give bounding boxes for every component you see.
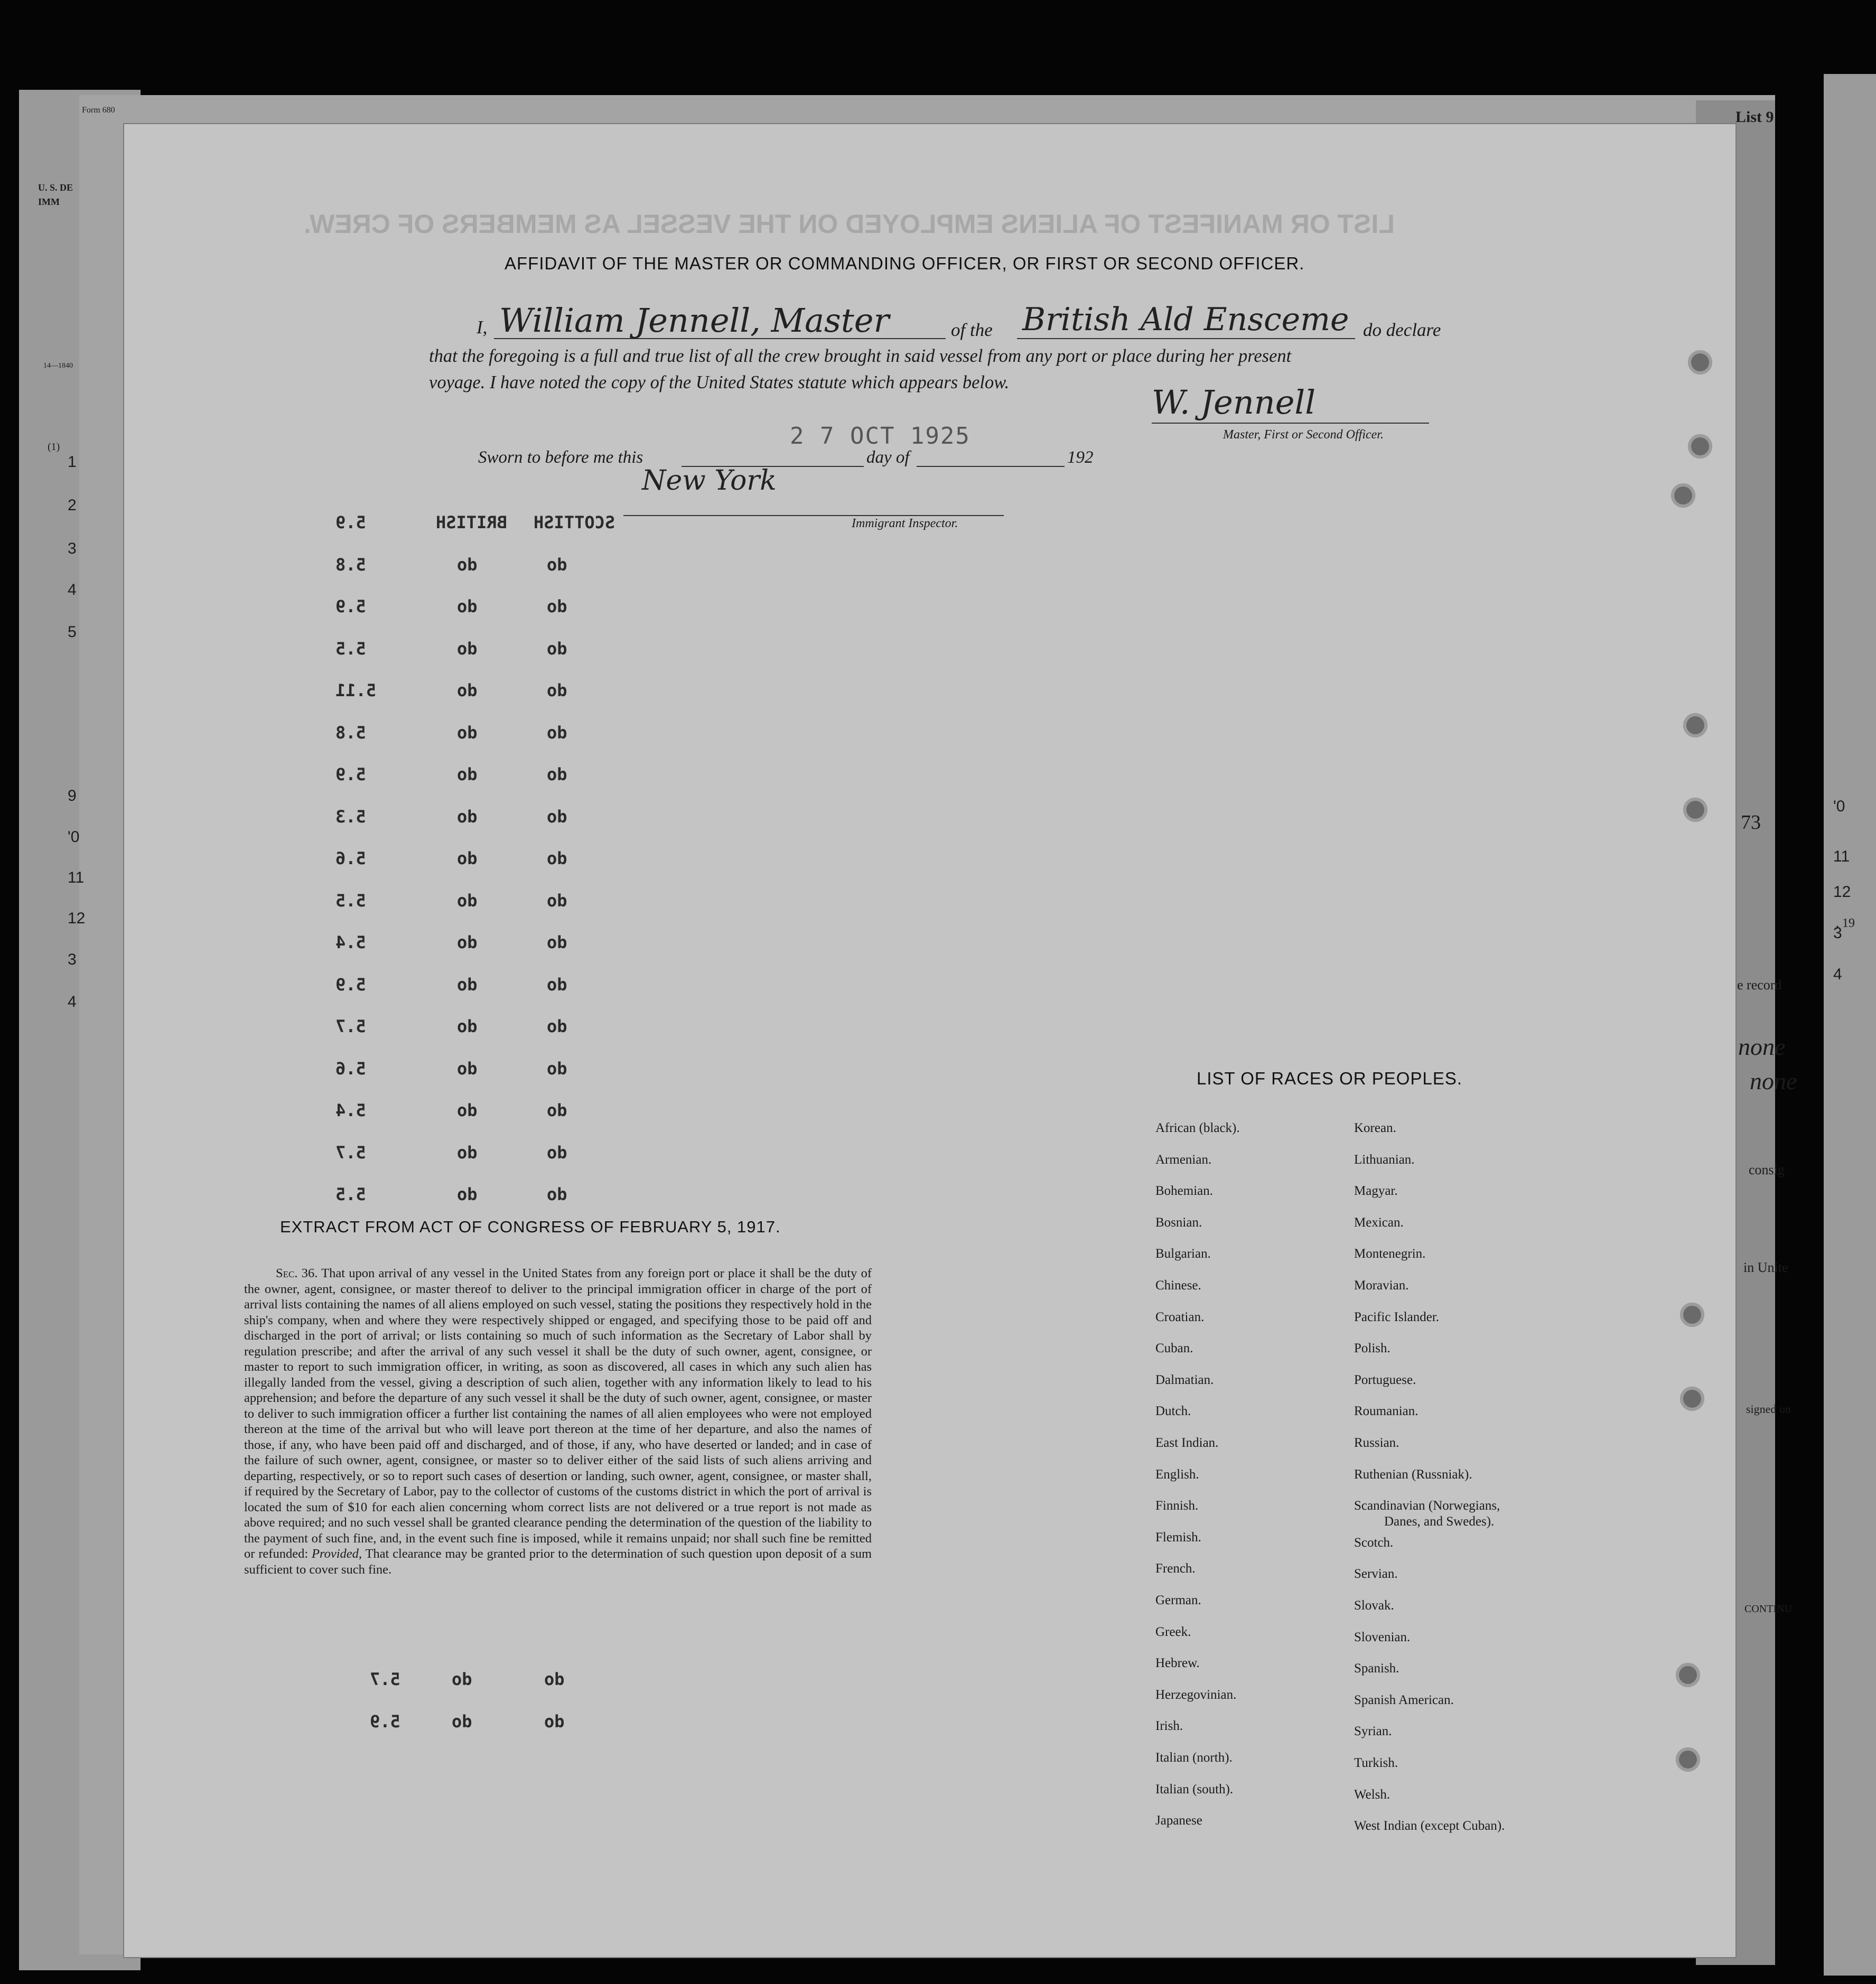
- right-edge-fragment: none: [1750, 1068, 1797, 1094]
- crew-race-cell: do: [457, 1143, 478, 1163]
- crew-height-cell: 5.5: [335, 639, 366, 659]
- crew-height-cell: 5.5: [335, 1184, 366, 1204]
- race-item: Slovak.: [1354, 1598, 1394, 1613]
- signature-line: [1152, 423, 1429, 424]
- race-item: Bosnian.: [1155, 1215, 1202, 1230]
- race-item: Croatian.: [1155, 1310, 1205, 1324]
- left-row-number: 2: [68, 497, 77, 514]
- race-item: Flemish.: [1155, 1530, 1201, 1545]
- crew-height-cell: 5.6: [335, 1059, 366, 1079]
- crew-people-cell: do: [547, 555, 567, 575]
- race-item: Portuguese.: [1354, 1373, 1416, 1387]
- race-item: Japanese: [1155, 1813, 1202, 1828]
- crew-people-cell: do: [544, 1711, 565, 1732]
- right-edge-fragment: in Unite: [1743, 1260, 1788, 1275]
- race-item: Lithuanian.: [1354, 1153, 1415, 1167]
- left-row-number: 9: [68, 787, 77, 804]
- crew-race-cell: do: [457, 1059, 478, 1079]
- extract-text: That upon arrival of any vessel in the United States from any foreign port or place it shall be the duty of the owner, agent, consignee, or master thereof to deliver to the principal immigration officer in charge of the port of arrival lists containing the names of all aliens employed on such vessel, stating the positions they respectively hold in the ship's company, when and where they were respectively shipped or engaged, and specifying those to be paid off and discharged in the port of arrival; or lists containing so much of such information as the Secretary of Labor shall by regulation prescribe; and after the arrival of any such vessel it shall be the duty of such owner, agent, consignee, or master to report to such immigration officer, in writing, as soon as discovered, all cases in which any such alien has illegally landed from the vessel, giving a description of such alien, together with any information likely to lead to his apprehension; and before the departure of any such vessel it shall be the duty of such owner, agent, consignee, or master to deliver to such immigration officer a further list containing the names of all alien employees who were not employed thereon at the time of the arrival but who will leave port thereon at the time of her departure, and also the names of those, if any, who have been paid off and discharged, and of those, if any, who have deserted or landed; and in case of the failure of such owner, agent, consignee, or master so to deliver either of the said lists of such aliens arriving and departing, respectively, or so to report such cases of desertion or landing, such owner, agent, consignee, or master shall, if required by the Secretary of Labor, pay to the collector of customs of the customs district in which the port of arrival is located the sum of $10 for each alien concerning whom correct lists are not delivered or a true report is not made as above required; and no such vessel shall be granted clearance pending the determination of the question of the liability to the payment of such fine, and, in the event such fine is imposed, while it remains unpaid; nor shall such fine be remitted or refunded:: [244, 1266, 872, 1561]
- left-row-number: 3: [68, 540, 77, 557]
- right-row-number: '0: [1833, 798, 1845, 815]
- race-item: Turkish.: [1354, 1756, 1398, 1770]
- crew-height-cell: 5.8: [335, 723, 366, 743]
- crew-race-cell: do: [457, 764, 478, 784]
- race-item: Spanish American.: [1354, 1693, 1454, 1707]
- right-edge-fragment: e record: [1737, 977, 1782, 993]
- races-title: LIST OF RACES OR PEOPLES.: [1197, 1069, 1463, 1088]
- crew-race-cell: do: [457, 596, 478, 616]
- form-number: Form 680: [82, 106, 115, 115]
- crew-people-cell: do: [544, 1669, 565, 1689]
- race-item: French.: [1155, 1561, 1196, 1576]
- race-item: Moravian.: [1354, 1278, 1409, 1293]
- race-item: Cuban.: [1155, 1341, 1193, 1355]
- far-right-sheet: [1824, 74, 1876, 1976]
- race-item: Magyar.: [1354, 1184, 1398, 1198]
- right-edge-fragment: consig: [1749, 1162, 1785, 1177]
- crew-height-cell: 5.9: [335, 512, 366, 532]
- race-item: Finnish.: [1155, 1499, 1199, 1513]
- sworn-text: Sworn to before me this: [478, 448, 643, 467]
- master-name: William Jennell, Master: [499, 301, 890, 340]
- punch-hole: [1683, 713, 1707, 737]
- race-item: Polish.: [1354, 1341, 1390, 1355]
- race-item: Roumanian.: [1354, 1404, 1418, 1418]
- race-item: Bohemian.: [1155, 1184, 1214, 1198]
- right-edge-fragment: none: [1738, 1033, 1786, 1060]
- list-mark: List 9: [1735, 108, 1774, 126]
- crew-race-cell: do: [457, 555, 478, 575]
- year-text: 192: [1067, 448, 1094, 467]
- crew-people-cell: do: [547, 764, 567, 784]
- crew-race-cell: do: [457, 891, 478, 911]
- inspector-line: [623, 515, 1004, 516]
- crew-race-cell: BRITISH: [436, 512, 507, 532]
- crew-race-cell: do: [457, 639, 478, 659]
- crew-race-cell: do: [457, 680, 478, 700]
- race-item: Dalmatian.: [1155, 1373, 1214, 1387]
- right-edge-fragment: CONTINU: [1744, 1603, 1792, 1615]
- race-item: Syrian.: [1354, 1724, 1392, 1738]
- crew-height-cell: 5.7: [335, 1143, 366, 1163]
- left-header-line-2: IMM: [38, 196, 60, 207]
- crew-people-cell: SCOTTISH: [534, 512, 615, 532]
- punch-hole: [1688, 434, 1712, 458]
- race-item: Scotch.: [1354, 1536, 1394, 1550]
- race-item: Armenian.: [1155, 1153, 1212, 1167]
- race-item: Montenegrin.: [1354, 1247, 1426, 1261]
- crew-height-cell: 5.11: [335, 680, 377, 700]
- race-item: Mexican.: [1354, 1215, 1404, 1230]
- affidavit-title: AFFIDAVIT OF THE MASTER OR COMMANDING OFFICER, OR FIRST OR SECOND OFFICER.: [505, 254, 1305, 273]
- crew-race-cell: do: [457, 848, 478, 868]
- right-edge-fragment: , 19: [1836, 916, 1855, 930]
- ghost-back-heading: LIST OR MANIFEST OF ALIENS EMPLOYED ON THE VESSEL AS MEMBERS OF CREW.: [304, 209, 1395, 239]
- extract-body: [244, 1266, 872, 1577]
- race-item: East Indian.: [1155, 1436, 1219, 1450]
- right-edge-fragment: 73: [1741, 811, 1761, 834]
- vessel-name: British Ald Ensceme: [1022, 301, 1349, 338]
- crew-height-cell: 5.6: [335, 848, 366, 868]
- crew-people-cell: do: [547, 848, 567, 868]
- master-signature: W. Jennell: [1152, 383, 1316, 422]
- race-item: Russian.: [1354, 1436, 1399, 1450]
- left-form-code: 14—1840: [43, 362, 73, 370]
- race-item: Greek.: [1155, 1625, 1191, 1639]
- race-item: Servian.: [1354, 1567, 1398, 1581]
- extract-title: EXTRACT FROM ACT OF CONGRESS OF FEBRUARY 5, 1917.: [280, 1218, 781, 1236]
- of-the-text: of the: [951, 320, 993, 340]
- prefix-i: I,: [477, 317, 488, 338]
- punch-hole: [1680, 1387, 1704, 1411]
- crew-race-cell: do: [457, 1016, 478, 1036]
- crew-height-cell: 5.5: [335, 891, 366, 911]
- race-item: German.: [1155, 1593, 1201, 1607]
- do-declare-text: do declare: [1363, 320, 1441, 340]
- vessel-name-line: [1017, 338, 1355, 339]
- crew-race-cell: do: [452, 1711, 472, 1732]
- race-item: Welsh.: [1354, 1788, 1390, 1802]
- crew-people-cell: do: [547, 680, 567, 700]
- crew-people-cell: do: [547, 807, 567, 827]
- crew-height-cell: 5.4: [335, 1100, 366, 1120]
- left-row-number: 4: [68, 993, 77, 1010]
- crew-people-cell: do: [547, 596, 567, 616]
- proviso-label: Provided,: [312, 1547, 362, 1561]
- affidavit-line-2: that the foregoing is a full and true list of all the crew brought in said vessel from any port or place during her present: [429, 346, 1292, 366]
- right-edge-fragment: signed on: [1746, 1402, 1791, 1416]
- race-item: English.: [1155, 1467, 1199, 1482]
- signature-caption: Master, First or Second Officer.: [1223, 428, 1384, 442]
- crew-people-cell: do: [547, 723, 567, 743]
- left-row-number: 4: [68, 581, 77, 598]
- punch-hole: [1676, 1663, 1700, 1687]
- race-item: Korean.: [1354, 1121, 1396, 1135]
- race-item: Ruthenian (Russniak).: [1354, 1467, 1472, 1482]
- crew-race-cell: do: [457, 975, 478, 995]
- left-col-label: (1): [48, 441, 60, 453]
- crew-people-cell: do: [547, 1059, 567, 1079]
- crew-height-cell: 5.9: [335, 596, 366, 616]
- crew-height-cell: 5.9: [335, 975, 366, 995]
- crew-people-cell: do: [547, 932, 567, 952]
- race-item: Herzegovinian.: [1155, 1688, 1237, 1702]
- crew-people-cell: do: [547, 639, 567, 659]
- crew-height-cell: 5.9: [335, 764, 366, 784]
- left-row-number: 11: [68, 869, 85, 886]
- race-item-continuation: Danes, and Swedes).: [1384, 1514, 1495, 1529]
- punch-hole: [1688, 350, 1712, 375]
- race-item: Hebrew.: [1155, 1656, 1200, 1670]
- race-item: African (black).: [1155, 1121, 1240, 1135]
- crew-height-cell: 5.8: [335, 555, 366, 575]
- right-row-number: 11: [1833, 848, 1850, 865]
- punch-hole: [1683, 798, 1707, 822]
- left-row-number: 3: [68, 951, 77, 968]
- crew-people-cell: do: [547, 1143, 567, 1163]
- crew-people-cell: do: [547, 891, 567, 911]
- right-row-number: 3: [1833, 924, 1842, 942]
- race-item: Dutch.: [1155, 1404, 1191, 1418]
- punch-hole: [1676, 1747, 1700, 1772]
- race-item: Pacific Islander.: [1354, 1310, 1440, 1324]
- inspector-signature: New York: [642, 465, 777, 497]
- crew-race-cell: do: [457, 1100, 478, 1120]
- proviso-text: That clearance may be granted prior to the determination of such question upon deposit of a sum sufficient to cover such fine.: [244, 1547, 872, 1577]
- race-item: West Indian (except Cuban).: [1354, 1819, 1505, 1833]
- race-item: Chinese.: [1155, 1278, 1201, 1293]
- crew-people-cell: do: [547, 1016, 567, 1036]
- right-row-number: 12: [1833, 883, 1851, 901]
- crew-people-cell: do: [547, 975, 567, 995]
- race-item: Irish.: [1155, 1719, 1183, 1733]
- race-item: Italian (south).: [1155, 1782, 1234, 1796]
- crew-people-cell: do: [547, 1184, 567, 1204]
- crew-race-cell: do: [457, 807, 478, 827]
- crew-people-cell: do: [547, 1100, 567, 1120]
- crew-race-cell: do: [457, 932, 478, 952]
- crew-race-cell: do: [457, 1184, 478, 1204]
- crew-height-cell: 5.9: [370, 1711, 400, 1732]
- left-row-number: 1: [68, 453, 77, 471]
- left-row-number: '0: [68, 828, 80, 846]
- race-item: Scandinavian (Norwegians,: [1354, 1499, 1500, 1513]
- left-row-number: 12: [68, 910, 86, 927]
- crew-race-cell: do: [452, 1669, 472, 1689]
- crew-race-cell: do: [457, 723, 478, 743]
- crew-height-cell: 5.7: [335, 1016, 366, 1036]
- date-stamp: 2 7 OCT 1925: [790, 423, 970, 450]
- race-item: Bulgarian.: [1155, 1247, 1211, 1261]
- crew-height-cell: 5.3: [335, 807, 366, 827]
- affidavit-line-3: voyage. I have noted the copy of the United States statute which appears below.: [429, 372, 1010, 392]
- affidavit-page: [124, 124, 1735, 1957]
- right-row-number: 4: [1833, 966, 1842, 983]
- left-header-line-1: U. S. DE: [38, 182, 73, 193]
- section-label: Sec. 36.: [276, 1266, 318, 1280]
- left-row-number: 5: [68, 623, 77, 641]
- crew-height-cell: 5.4: [335, 932, 366, 952]
- race-item: Spanish.: [1354, 1661, 1399, 1676]
- day-of-text: day of: [866, 448, 910, 467]
- punch-hole: [1671, 483, 1695, 508]
- punch-hole: [1680, 1303, 1704, 1327]
- sworn-month-line: [917, 466, 1065, 467]
- race-item: Italian (north).: [1155, 1751, 1233, 1765]
- inspector-caption: Immigrant Inspector.: [852, 517, 958, 530]
- race-item: Slovenian.: [1354, 1630, 1411, 1644]
- crew-height-cell: 5.7: [370, 1669, 400, 1689]
